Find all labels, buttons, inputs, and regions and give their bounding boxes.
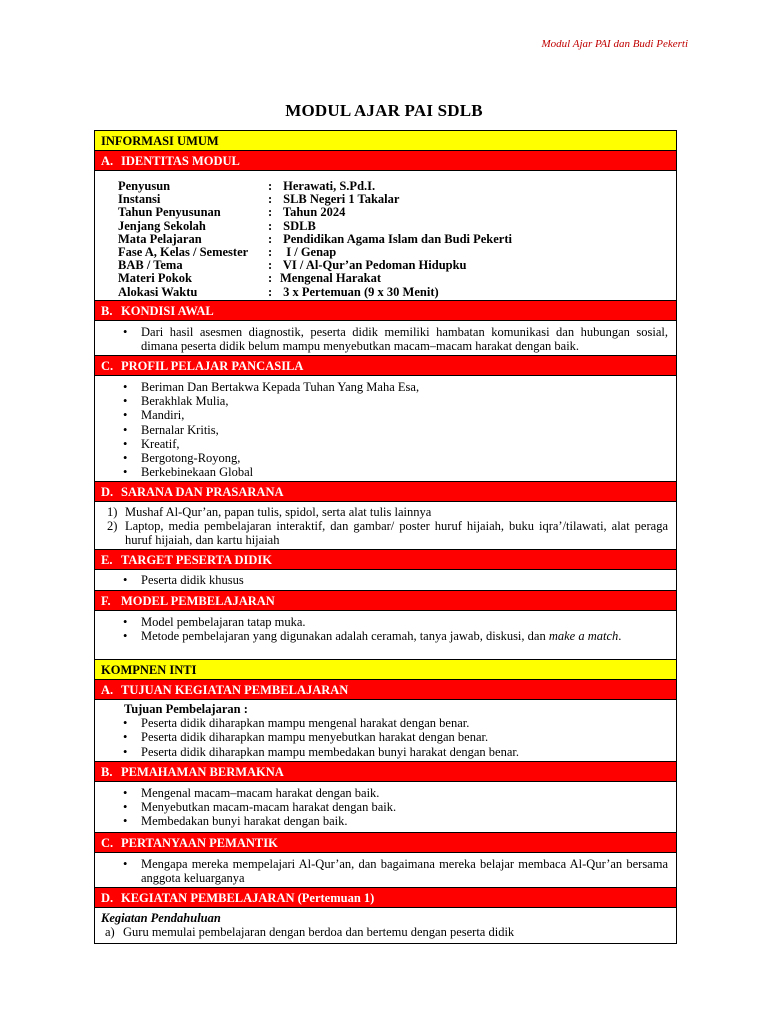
identitas-key: Jenjang Sekolah bbox=[118, 218, 206, 233]
list-item: • Menyebutkan macam-macam harakat dengan baik. bbox=[141, 800, 668, 814]
identitas-colon: : bbox=[268, 192, 273, 207]
section-title: MODEL PEMBELAJARAN bbox=[121, 594, 275, 608]
list-index: 1) bbox=[107, 505, 118, 519]
identitas-value: SLB Negeri 1 Takalar bbox=[280, 192, 400, 207]
list-item: • Model pembelajaran tatap muka. bbox=[141, 615, 668, 629]
list-item: • Beriman Dan Bertakwa Kepada Tuhan Yang Maha Esa, bbox=[141, 380, 668, 394]
identitas-key: Tahun Penyusunan bbox=[118, 205, 221, 220]
section-kegiatan-pembelajaran bbox=[95, 888, 676, 908]
list-item: • Peserta didik diharapkan mampu membedakan bunyi harakat dengan benar. bbox=[141, 745, 668, 759]
identitas-key: Penyusun bbox=[118, 179, 171, 193]
list-item: • Peserta didik diharapkan mampu mengenal harakat dengan benar. bbox=[141, 716, 668, 730]
list-item bbox=[105, 925, 668, 940]
identitas-value: Mengenal Harakat bbox=[280, 271, 382, 286]
kegiatan-subtitle: Kegiatan Pendahuluan bbox=[101, 911, 221, 925]
section-title: SARANA DAN PRASARANA bbox=[121, 485, 284, 499]
section-pemahaman-bermakna bbox=[95, 762, 676, 782]
list-item: • Mandiri, bbox=[141, 408, 668, 422]
pertanyaan-box bbox=[95, 853, 676, 888]
list-item bbox=[141, 629, 668, 643]
identitas-colon: : bbox=[268, 179, 273, 193]
list-item: • Berakhlak Mulia, bbox=[141, 394, 668, 408]
identitas-table bbox=[118, 180, 512, 299]
sarana-box bbox=[95, 502, 676, 550]
identitas-value: I / Genap bbox=[280, 245, 337, 260]
section-tujuan-kegiatan bbox=[95, 680, 676, 700]
identitas-row bbox=[118, 206, 512, 219]
list-text: Laptop, media pembelajaran interaktif, dan gambar/ poster huruf hijaiah, buku iqra’/tilawati, alat peraga huruf hijaiah, dan kartu hijaiah bbox=[125, 519, 668, 548]
profil-box bbox=[95, 376, 676, 482]
section-informasi-umum: INFORMASI UMUM bbox=[95, 131, 676, 151]
identitas-colon: : bbox=[268, 231, 273, 246]
section-pertanyaan-pemantik bbox=[95, 833, 676, 853]
identitas-key: Fase A, Kelas / Semester bbox=[118, 245, 249, 260]
list-item: • Mengapa mereka mempelajari Al-Qur’an, dan bagaimana mereka belajar membaca Al-Qur’an bersama anggota keluarganya bbox=[141, 857, 668, 885]
identitas-row bbox=[118, 220, 512, 233]
tujuan-subtitle: Tujuan Pembelajaran : bbox=[124, 702, 248, 716]
section-title: KEGIATAN PEMBELAJARAN (Pertemuan 1) bbox=[121, 891, 375, 905]
list-index: a) bbox=[105, 925, 115, 940]
list-text: Guru memulai pembelajaran dengan berdoa dan bertemu dengan peserta didik bbox=[123, 925, 515, 940]
section-number: C. bbox=[101, 836, 114, 850]
list-text: Metode pembelajaran yang digunakan adalah ceramah, tanya jawab, diskusi, dan bbox=[141, 629, 549, 644]
section-profil-pelajar bbox=[95, 356, 676, 376]
section-number: E. bbox=[101, 553, 113, 567]
identitas-value: Pendidikan Agama Islam dan Budi Pekerti bbox=[280, 231, 512, 246]
section-target-peserta bbox=[95, 550, 676, 570]
identitas-key: Materi Pokok bbox=[118, 271, 192, 286]
identitas-value: 3 x Pertemuan (9 x 30 Menit) bbox=[280, 284, 439, 299]
section-number: F. bbox=[101, 594, 111, 608]
section-model-pembelajaran bbox=[95, 591, 676, 611]
section-identitas-modul bbox=[95, 151, 676, 171]
identitas-key: BAB / Tema bbox=[118, 258, 183, 273]
section-title: TUJUAN KEGIATAN PEMBELAJARAN bbox=[121, 683, 349, 697]
list-item bbox=[107, 519, 668, 548]
section-number: C. bbox=[101, 359, 114, 373]
kondisi-awal-box bbox=[95, 321, 676, 356]
list-item: • Berkebinekaan Global bbox=[141, 465, 668, 479]
identitas-colon: : bbox=[268, 218, 273, 233]
identitas-key: Instansi bbox=[118, 192, 161, 207]
section-sarana-prasarana bbox=[95, 482, 676, 502]
document-title: MODUL AJAR PAI SDLB bbox=[285, 101, 483, 120]
section-number: B. bbox=[101, 304, 113, 318]
identitas-value: Herawati, S.Pd.I. bbox=[280, 179, 376, 193]
identitas-colon: : bbox=[268, 284, 273, 299]
section-number: A. bbox=[101, 683, 114, 697]
identitas-row bbox=[118, 286, 512, 299]
section-title: TARGET PESERTA DIDIK bbox=[121, 553, 272, 567]
section-title: PROFIL PELAJAR PANCASILA bbox=[121, 359, 304, 373]
identitas-key: Alokasi Waktu bbox=[118, 284, 198, 299]
identitas-colon: : bbox=[268, 258, 273, 273]
kegiatan-box bbox=[95, 908, 676, 943]
identitas-key: Mata Pelajaran bbox=[118, 231, 202, 246]
identitas-row bbox=[118, 272, 512, 285]
section-number: D. bbox=[101, 891, 114, 905]
list-text: Mushaf Al-Qur’an, papan tulis, spidol, serta alat tulis lainnya bbox=[125, 505, 432, 519]
list-item: • Dari hasil asesmen diagnostik, peserta didik memiliki hambatan komunikasi dan hubungan sosial, dimana peserta didik belum mampu menyebutkan macam–macam harakat dengan baik. bbox=[141, 325, 668, 353]
identitas-box bbox=[95, 171, 676, 301]
identitas-value: Tahun 2024 bbox=[280, 205, 346, 220]
model-box bbox=[95, 611, 676, 660]
identitas-colon: : bbox=[268, 245, 273, 260]
list-item: • Mengenal macam–macam harakat dengan baik. bbox=[141, 786, 668, 800]
list-item: • Kreatif, bbox=[141, 437, 668, 451]
list-item: • Bergotong-Royong, bbox=[141, 451, 668, 465]
section-title: IDENTITAS MODUL bbox=[121, 154, 240, 168]
section-title: PERTANYAAN PEMANTIK bbox=[121, 836, 278, 850]
identitas-colon: : bbox=[268, 271, 273, 286]
list-text-italic: make a match bbox=[548, 629, 619, 644]
module-table bbox=[94, 130, 677, 944]
identitas-value: SDLB bbox=[280, 218, 316, 233]
section-number: B. bbox=[101, 765, 113, 779]
identitas-colon: : bbox=[268, 205, 273, 220]
list-item: • Peserta didik khusus bbox=[141, 573, 668, 587]
list-item: • Bernalar Kritis, bbox=[141, 423, 668, 437]
tujuan-box bbox=[95, 700, 676, 762]
pemahaman-box bbox=[95, 782, 676, 833]
section-number: A. bbox=[101, 154, 114, 168]
list-item bbox=[107, 505, 668, 519]
identitas-value: VI / Al-Qur’an Pedoman Hidupku bbox=[280, 258, 467, 273]
header-right-text: Modul Ajar PAI dan Budi Pekerti bbox=[541, 38, 688, 50]
section-title: KONDISI AWAL bbox=[121, 304, 214, 318]
section-komponen-inti: KOMPNEN INTI bbox=[95, 660, 676, 680]
list-item: • Peserta didik diharapkan mampu menyebutkan harakat dengan benar. bbox=[141, 730, 668, 744]
section-number: D. bbox=[101, 485, 114, 499]
list-item: • Membedakan bunyi harakat dengan baik. bbox=[141, 814, 668, 828]
section-title: PEMAHAMAN BERMAKNA bbox=[121, 765, 284, 779]
list-text-end: . bbox=[618, 629, 622, 644]
target-box bbox=[95, 570, 676, 591]
list-index: 2) bbox=[107, 519, 118, 534]
section-kondisi-awal bbox=[95, 301, 676, 321]
